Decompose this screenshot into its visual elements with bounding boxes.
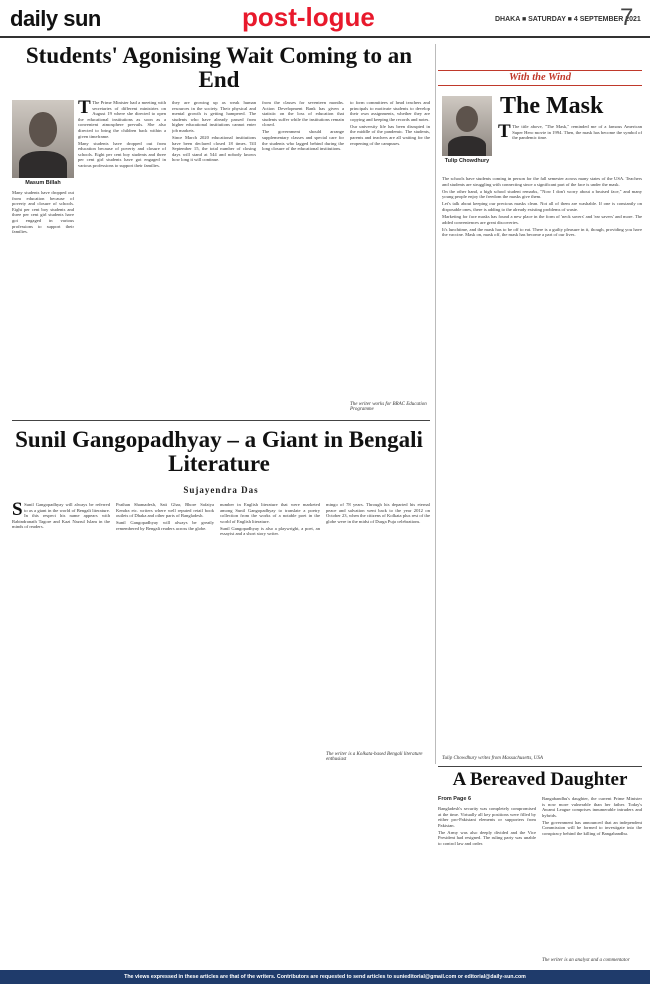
article2-body: The schools have students coming in person for the fall semester across many states of the USA. Teachers and students are struggling with connecting since a significant part of the face is under the mask. On the other hand, a high school student remarks, "Now I don't worry about a bruised face," and many young people enjoy the freedom the masks give them. Let's talk about keeping our precious masks clean. Not all of them are washable. If one is constantly on disposable ones, there is adding to the already existing problems of waste. Marketing for face masks has found a new place in the form of 'neck savers' and 'ear savers' and more. The added conveniences are great discoveries. It's lunchtime, and the mask has to be off to eat. There is a guilty pleasure in it, though, providing you have the vaccine. Mask on, mask off, the mask has become a part of our lives. (442, 176, 642, 238)
article3-author-note: The writer is a Kolkata-based Bengali literature enthusiast (326, 752, 423, 762)
article1-headline: Students' Agonising Wait Coming to an End (25, 43, 413, 93)
article2-author: Tulip Chowdhury (444, 158, 490, 164)
article4-byline: From Page 6 (438, 796, 472, 802)
author-photo (12, 100, 74, 178)
article3-col2: Prathan Shamadesh, Sati Ghar, Bhore Safaiya Kendra etc. writers where well reputed retail book outlets of Dhaka and other parts of Bangladesh. Sunil Gangopadhyay will always be greatly remembered by Bengali readers across the globe. (116, 502, 214, 531)
column-label-bar (438, 70, 642, 86)
article3-headline: Sunil Gangopadhyay – a Giant in Bengali Literature (15, 427, 423, 477)
article1-col1-lower: Many students have dropped out from education because of poverty and closure of schools. Eight per cent boy students and three per cent girl students have got engaged in various professions to support their families. (12, 190, 74, 235)
masthead (0, 0, 650, 38)
section-divider (438, 766, 642, 767)
article3-author: Sujayendra Das (183, 485, 259, 495)
article3-col4: mingo of 78 years. Through his departed his eternal peace and salvation went back to the year 2012 on October 23, when the citizens of Kolkata plus rest of the globe were in the midst of Durga Puja celebrations. (326, 502, 430, 524)
article1-col1: T The Prime Minister had a meeting with secretaries of different ministries on August 19 where she directed to open the educational institutions as soon as a convenient atmosphere prevails. She also directed to bring the children back within a given timeframe. Many students have dropped out from education because of poverty and closure of schools. Eight per cent boy students and three per cent girl students have got engaged in various professions to support their families. (78, 100, 166, 169)
footer-bar: The views expressed in these articles are that of the writers. Contributors are requested to send articles to sunieditorial@gmail.com or editorial@daily-sun.com (0, 970, 650, 984)
article3-col1: S Sunil Gangopadhyay will always be referred to as a giant in the world of Bengali literature. In this respect his name appears with Rabindranath Tagore and Kazi Nazrul Islam in the minds of readers. (12, 502, 110, 530)
article4-headline: A Bereaved Daughter (452, 769, 628, 790)
article1-col3: from the classes for seventeen months. Action Development Bank has given a statistic on the loss of education that students suffer while the institutions remain closed. The government should arrange supplementary classes and special care for the students who lagged behind during the long closure of the educational institutions. (262, 100, 344, 152)
article1-author: Masum Billah (25, 180, 61, 186)
newspaper-logo: daily sun (10, 6, 101, 31)
column-divider (435, 44, 436, 764)
article3-col3: number in English literature that were marketed among Sunil Gangopadhyay to translate a poetry collection from the works of a notable poet in the world of English literature. Sunil Gangopadhyay is also a playwright, a poet, an essayist and a short story writer. (220, 502, 320, 537)
article1-col2: they are growing up as weak human resources in the society. Their physical and mental growth is getting hampered. The students who have already passed from higher educational institutions cannot enter job markets. Since March 2020 educational institutions have been declared closed 18 times. Till September 15, the total number of closing days will stand at 544 and nobody knows how long it will continue. (172, 100, 256, 163)
article2-author-note: Tulip Chowdhury writes from Massachusetts, USA (442, 756, 543, 761)
dateline: DHAKA ■ SATURDAY ■ 4 SEPTEMBER 2021 (495, 16, 641, 23)
author-photo (442, 96, 492, 156)
section-divider (12, 420, 430, 421)
article1-author-note: The writer works for BRAC Education Programme (350, 402, 427, 412)
section-title: post-logue (242, 2, 375, 32)
article2-intro: T The title above, "The Mask," reminded me of a famous American Super Hero movie in 1994. Then, the mask has become the symbol of the pandemic time. (498, 124, 642, 142)
article2-headline: The Mask (500, 93, 604, 119)
article4-author-note: The writer is an analyst and a commentator (542, 958, 630, 963)
page-number: 7 (620, 4, 634, 31)
article4-col2: Bangabandhu's daughter, the current Prime Minister is now more vulnerable than her father. Today's Awami League comprises innumerable intruders and hybrids. The government has announced that an independent Commission will be formed to investigate into the conspiracy behind the killing of Bangabandhu. (542, 796, 642, 837)
article4-col1: Bangladesh's security was completely compromised at the time. Virtually all key positions were filled by either pro-Pakistani elements or supporters from Pakistan. The Army was also deeply divided and the Vice President had resigned. The ruling party was unable to control law and order. (438, 806, 536, 847)
article1-col4: to form committees of head teachers and principals to motivate students to develop their own assignments, whether they are copying and keeping the records and notes. Our university life has been disrupted in the middle of the pandemic. The students, parents and teachers are all waiting for the reopening of the campuses. (350, 100, 430, 146)
column-label: With the Wind (505, 72, 575, 83)
